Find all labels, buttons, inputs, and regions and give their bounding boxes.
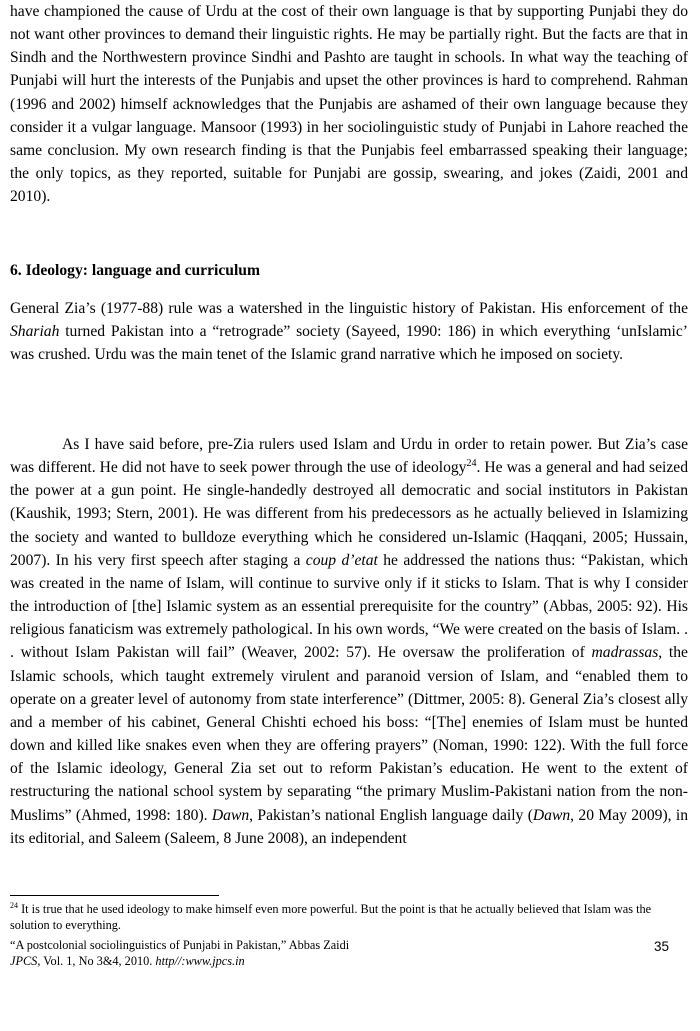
- citation-details: Vol. 1, No 3&4, 2010.: [40, 954, 156, 968]
- footnote-reference[interactable]: 24: [466, 457, 477, 469]
- paragraph-text: , Pakistan’s national English language daily (: [249, 806, 533, 824]
- paragraph-zia-rule: [10, 297, 688, 366]
- page-citation: [10, 937, 570, 969]
- italic-term: Dawn: [532, 806, 571, 824]
- paragraph-text: , the Islamic schools, which taught extremely virulent and paranoid version of Islam, and “enabled them to operate on a greater level of autonomy from state interference” (Dittmer, 2005: 8). General Zia’s closest ally and a member of his cabinet, General Chishti echoed his boss: “[The] enemies of Islam must be hunted down and killed like snakes even when they are offering prayers” (Noman, 1990: 122). With the full force of the Islamic ideology, General Zia set out to reform Pakistan’s education. He went to the extent of restructuring the national school system by separating “the primary Muslim-Pakistani nation from the non-Muslims” (Ahmed, 1998: 180).: [10, 644, 688, 824]
- paragraph-text: have championed the cause of Urdu at the cost of their own language is that by supporting Punjabi they do not want other provinces to demand their linguistic rights. He may be partially right. But the facts are that in Sindh and the Northwestern province Sindhi and Pashto are taught in schools. In what way the teaching of Punjabi will hurt the interests of the Punjabis and upset the other provinces is hard to comprehend. Rahman (1996 and 2002) himself acknowledges that the Punjabis are ashamed of their own language because they consider it a vulgar language. Mansoor (1993) in her sociolinguistic study of Punjabi in Lahore reached the same conclusion. My own research finding is that the Punjabis feel embarrassed speaking their language; the only topics, as they reported, suitable for Punjabi are gossip, swearing, and jokes (Zaidi, 2001 and 2010).: [10, 3, 688, 206]
- citation-article: “A postcolonial sociolinguistics of Punjabi in Pakistan,” Abbas Zaidi: [10, 938, 350, 952]
- footnote-divider: [10, 895, 219, 896]
- citation-journal: JPCS,: [10, 954, 41, 968]
- section-heading: 6. Ideology: language and curriculum: [10, 262, 260, 279]
- paragraph-text: he addressed the nations thus: “Pakistan, which was created in the name of Islam, will continue to survive only if it sticks to Islam. That is why I consider the introduction of [the] Islamic system as an essential prerequisite for the country” (Abbas, 2005: 92). His religious fanaticism was extremely pathological. In his own words, “We were created on the basis of Islam. . . without Islam Pakistan will fail” (Weaver, 2002: 57). He oversaw the proliferation of: [10, 551, 688, 662]
- paragraph-punjabi-rights: [10, 0, 688, 208]
- citation-journal-line: [10, 953, 570, 969]
- paragraph-text: . He was a general and had seized the power at a gun point. He single-handedly destroyed all democratic and social institutors in Pakistan (Kaushik, 1993; Stern, 2001). He was different from his predecessors as he actually believed in Islamizing the society and wanted to bulldoze everything which he considered un-Islamic (Haqqani, 2005; Hussain, 2007). In his very first speech after staging a: [10, 459, 688, 569]
- italic-term: coup d’etat: [305, 551, 378, 569]
- italic-term: Shariah: [10, 323, 60, 341]
- paragraph-text: As I have said before, pre-Zia rulers used Islam and Urdu in order to retain power. But Zia’s case was different. He did not have to seek power through the use of ideology: [10, 436, 688, 477]
- paragraph-text: turned Pakistan into a “retrograde” society (Sayeed, 1990: 186) in which everything ‘unIslamic’ was crushed. Urdu was the main tenet of the Islamic grand narrative which he imposed on society.: [10, 323, 688, 364]
- footnote: [10, 902, 688, 933]
- page-number: 35: [654, 939, 670, 954]
- footnote-marker: 24: [10, 900, 18, 910]
- italic-term: madrassas: [591, 644, 659, 662]
- paragraph-zia-ideology: [10, 433, 688, 850]
- paragraph-text: General Zia’s (1977-88) rule was a watershed in the linguistic history of Pakistan. His enforcement of the: [10, 300, 688, 317]
- italic-term: Dawn: [211, 806, 250, 824]
- paragraph-text: , 20 May 2009), in its editorial, and Saleem (Saleem, 8 June 2008), an independent: [10, 806, 689, 847]
- citation-url-link[interactable]: http//:www.jpcs.in: [155, 954, 245, 968]
- footnote-text: It is true that he used ideology to make himself even more powerful. But the point is that he actually believed that Islam was the solution to everything.: [10, 902, 652, 932]
